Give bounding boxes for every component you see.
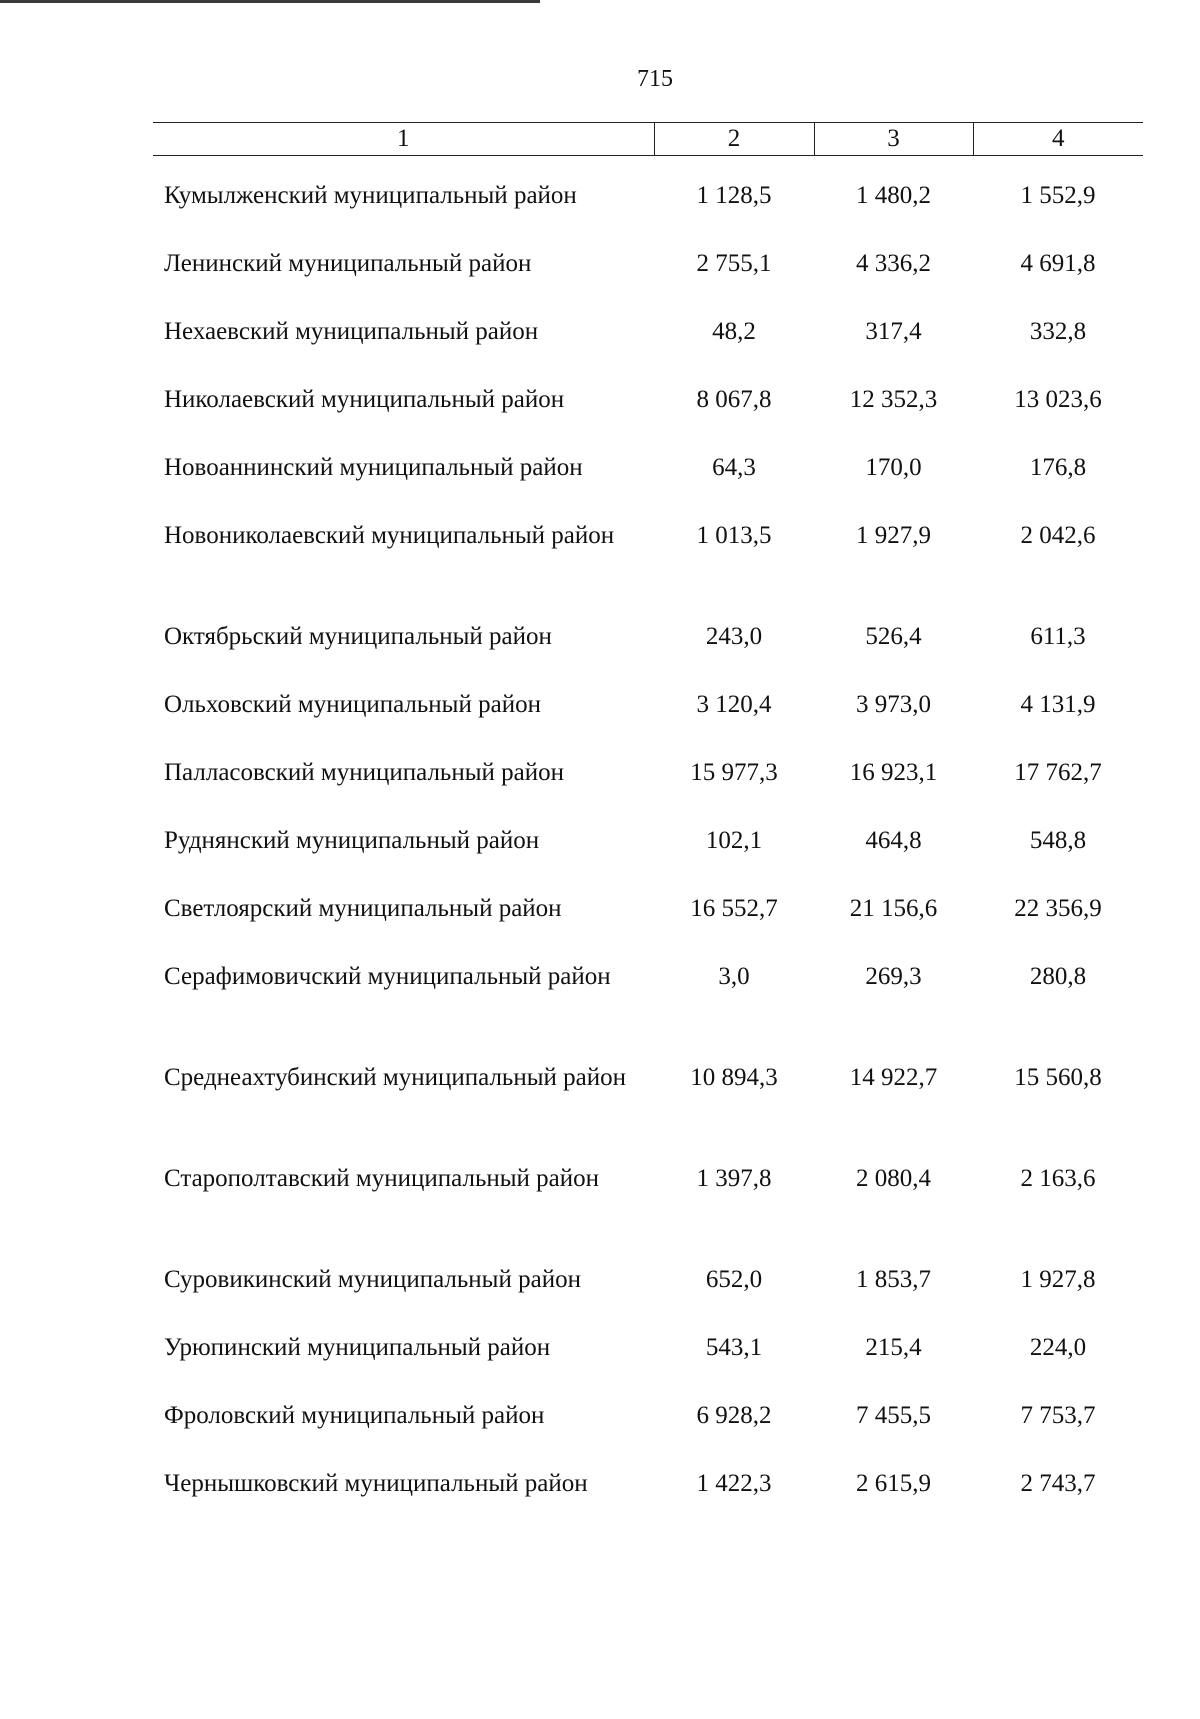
value-col-4: 224,0 bbox=[1029, 1334, 1087, 1361]
table-row bbox=[153, 1060, 1143, 1161]
value-col-4: 1 927,8 bbox=[1020, 1266, 1096, 1293]
value-col-4: 548,8 bbox=[1029, 827, 1087, 854]
value-col-4: 2 042,6 bbox=[1020, 522, 1096, 549]
value-col-3: 21 156,6 bbox=[849, 895, 938, 922]
value-col-4: 2 743,7 bbox=[1020, 1470, 1096, 1497]
value-col-4: 332,8 bbox=[1029, 318, 1087, 345]
value-col-3: 1 927,9 bbox=[856, 522, 931, 549]
district-name: Фроловский муниципальный район bbox=[164, 1402, 545, 1429]
value-col-3: 4 336,2 bbox=[856, 250, 931, 277]
value-col-3: 1 480,2 bbox=[856, 182, 931, 209]
column-header-4: 4 bbox=[973, 123, 1143, 156]
district-name: Среднеахтубинский муниципальный район bbox=[164, 1064, 626, 1091]
value-col-4: 176,8 bbox=[1029, 454, 1087, 481]
district-name: Чернышковский муниципальный район bbox=[164, 1470, 588, 1497]
district-name: Ленинский муниципальный район bbox=[164, 250, 532, 277]
value-col-3: 16 923,1 bbox=[849, 759, 938, 786]
value-col-4: 4 691,8 bbox=[1020, 250, 1096, 277]
value-col-4: 2 163,6 bbox=[1020, 1165, 1096, 1192]
scan-edge-line bbox=[0, 0, 540, 3]
value-col-3: 526,4 bbox=[865, 623, 922, 650]
value-col-2: 543,1 bbox=[705, 1334, 763, 1361]
value-col-2: 652,0 bbox=[705, 1266, 763, 1293]
table-row bbox=[153, 178, 1143, 246]
value-col-2: 3,0 bbox=[718, 963, 750, 990]
value-col-2: 64,3 bbox=[712, 454, 756, 481]
value-col-2: 15 977,3 bbox=[690, 759, 778, 786]
district-name: Урюпинский муниципальный район bbox=[164, 1334, 551, 1361]
value-col-2: 48,2 bbox=[712, 318, 756, 345]
value-col-4: 280,8 bbox=[1029, 963, 1087, 990]
value-col-3: 2 615,9 bbox=[856, 1470, 931, 1497]
column-header-3: 3 bbox=[814, 123, 973, 156]
district-name: Серафимовичский муниципальный район bbox=[164, 963, 611, 990]
district-name: Суровикинский муниципальный район bbox=[164, 1266, 581, 1293]
value-col-3: 2 080,4 bbox=[856, 1165, 931, 1192]
data-table bbox=[153, 122, 1143, 1567]
table-row bbox=[153, 1161, 1143, 1262]
table-row bbox=[153, 619, 1143, 687]
value-col-3: 215,4 bbox=[865, 1334, 922, 1361]
value-col-3: 14 922,7 bbox=[849, 1064, 938, 1091]
value-col-2: 1 397,8 bbox=[696, 1165, 772, 1192]
district-name: Октябрьский муниципальный район bbox=[164, 623, 552, 650]
district-name: Нехаевский муниципальный район bbox=[164, 318, 539, 345]
district-name: Николаевский муниципальный район bbox=[164, 386, 565, 413]
value-col-3: 12 352,3 bbox=[849, 386, 938, 413]
table-row bbox=[153, 823, 1143, 891]
table-row bbox=[153, 518, 1143, 619]
table-row bbox=[153, 959, 1143, 1060]
table-row bbox=[153, 314, 1143, 382]
table-row bbox=[153, 450, 1143, 518]
value-col-3: 269,3 bbox=[865, 963, 922, 990]
value-col-2: 10 894,3 bbox=[690, 1064, 778, 1091]
value-col-3: 464,8 bbox=[865, 827, 922, 854]
value-col-2: 1 128,5 bbox=[696, 182, 772, 209]
value-col-4: 15 560,8 bbox=[1014, 1064, 1102, 1091]
value-col-4: 4 131,9 bbox=[1020, 691, 1096, 718]
value-col-2: 16 552,7 bbox=[690, 895, 778, 922]
table-row bbox=[153, 687, 1143, 755]
value-col-2: 6 928,2 bbox=[696, 1402, 772, 1429]
value-col-2: 8 067,8 bbox=[696, 386, 772, 413]
table-row bbox=[153, 246, 1143, 314]
value-col-3: 317,4 bbox=[865, 318, 922, 345]
column-header-1: 1 bbox=[153, 123, 654, 156]
value-col-4: 611,3 bbox=[1030, 623, 1086, 650]
district-name: Кумылженский муниципальный район bbox=[164, 182, 577, 209]
value-col-2: 243,0 bbox=[705, 623, 763, 650]
district-name: Руднянский муниципальный район bbox=[164, 827, 540, 854]
value-col-3: 1 853,7 bbox=[856, 1266, 931, 1293]
value-col-2: 3 120,4 bbox=[696, 691, 772, 718]
value-col-3: 3 973,0 bbox=[856, 691, 931, 718]
table-row bbox=[153, 1262, 1143, 1330]
district-name: Новоаннинский муниципальный район bbox=[164, 454, 583, 481]
column-header-2: 2 bbox=[654, 123, 814, 156]
value-col-4: 7 753,7 bbox=[1020, 1402, 1096, 1429]
value-col-4: 22 356,9 bbox=[1014, 895, 1102, 922]
table-row bbox=[153, 382, 1143, 450]
value-col-3: 7 455,5 bbox=[856, 1402, 931, 1429]
district-name: Новониколаевский муниципальный район bbox=[164, 522, 615, 549]
table-row bbox=[153, 1330, 1143, 1398]
district-name: Палласовский муниципальный район bbox=[164, 759, 564, 786]
page-number: 715 bbox=[637, 66, 673, 92]
table-row bbox=[153, 755, 1143, 823]
table-row bbox=[153, 891, 1143, 959]
value-col-2: 1 422,3 bbox=[696, 1470, 772, 1497]
value-col-2: 2 755,1 bbox=[696, 250, 772, 277]
value-col-4: 1 552,9 bbox=[1020, 182, 1096, 209]
district-name: Ольховский муниципальный район bbox=[164, 691, 541, 718]
table-row bbox=[153, 1466, 1143, 1567]
district-name: Светлоярский муниципальный район bbox=[164, 895, 562, 922]
value-col-4: 13 023,6 bbox=[1014, 386, 1102, 413]
value-col-2: 102,1 bbox=[705, 827, 763, 854]
header-row bbox=[153, 123, 1143, 156]
table-row bbox=[153, 1398, 1143, 1466]
district-name: Старополтавский муниципальный район bbox=[164, 1165, 599, 1192]
value-col-2: 1 013,5 bbox=[696, 522, 772, 549]
value-col-3: 170,0 bbox=[865, 454, 922, 481]
value-col-4: 17 762,7 bbox=[1014, 759, 1102, 786]
